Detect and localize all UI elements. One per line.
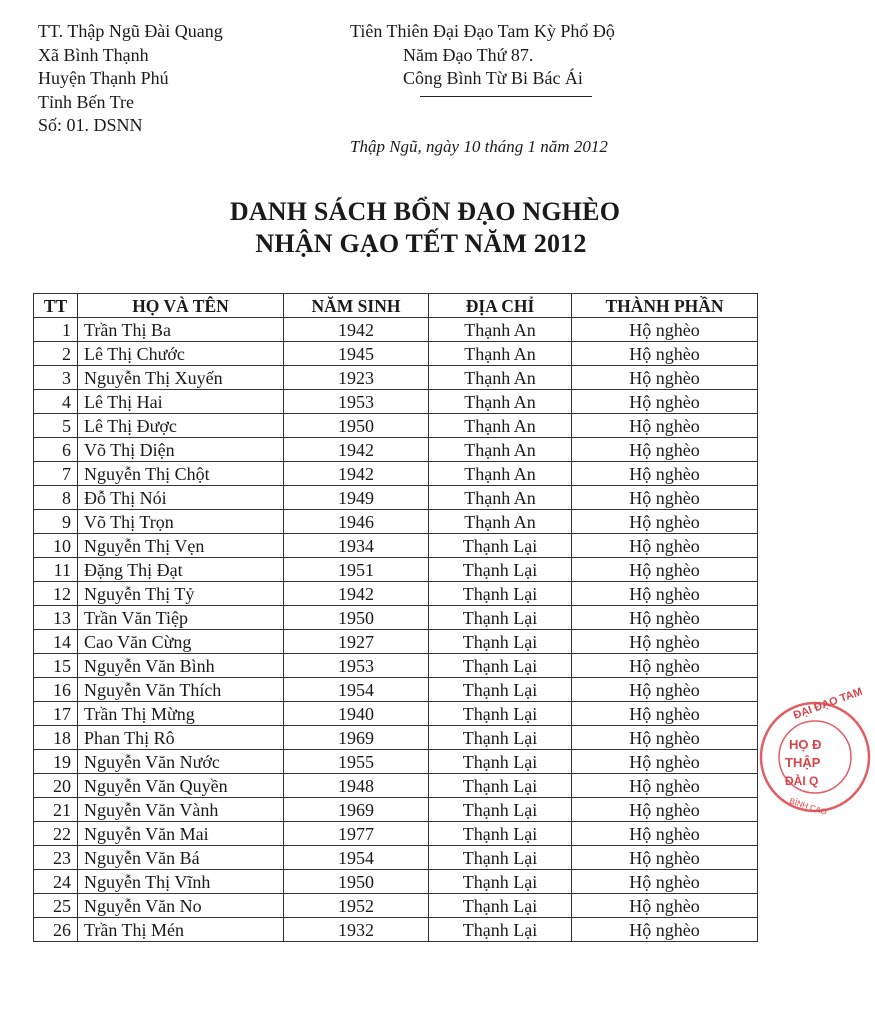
cell-address: Thạnh Lại xyxy=(429,702,572,726)
table-row xyxy=(34,366,758,390)
table-row xyxy=(34,726,758,750)
cell-year: 1927 xyxy=(284,630,429,654)
cell-year: 1949 xyxy=(284,486,429,510)
cell-year: 1950 xyxy=(284,414,429,438)
cell-name: Cao Văn Cừng xyxy=(78,630,284,654)
cell-tt: 24 xyxy=(34,870,78,894)
seal-center-line-2: THẬP xyxy=(785,755,821,770)
cell-address: Thạnh Lại xyxy=(429,798,572,822)
cell-category: Hộ nghèo xyxy=(572,870,758,894)
cell-year: 1950 xyxy=(284,870,429,894)
cell-address: Thạnh An xyxy=(429,366,572,390)
cell-address: Thạnh Lại xyxy=(429,630,572,654)
table-row xyxy=(34,702,758,726)
date-line: Thập Ngũ, ngày 10 tháng 1 năm 2012 xyxy=(350,137,608,156)
cell-tt: 5 xyxy=(34,414,78,438)
cell-name: Lê Thị Chước xyxy=(78,342,284,366)
cell-tt: 10 xyxy=(34,534,78,558)
cell-category: Hộ nghèo xyxy=(572,318,758,342)
cell-name: Lê Thị Được xyxy=(78,414,284,438)
cell-year: 1942 xyxy=(284,438,429,462)
cell-name: Nguyễn Văn Mai xyxy=(78,822,284,846)
cell-category: Hộ nghèo xyxy=(572,510,758,534)
cell-address: Thạnh Lại xyxy=(429,726,572,750)
table-row xyxy=(34,894,758,918)
cell-year: 1923 xyxy=(284,366,429,390)
seal-center-line-1: HỌ Đ xyxy=(789,737,822,752)
cell-year: 1977 xyxy=(284,822,429,846)
cell-address: Thạnh Lại xyxy=(429,894,572,918)
cell-category: Hộ nghèo xyxy=(572,558,758,582)
cell-tt: 19 xyxy=(34,750,78,774)
cell-tt: 14 xyxy=(34,630,78,654)
table-row xyxy=(34,606,758,630)
cell-category: Hộ nghèo xyxy=(572,654,758,678)
cell-tt: 22 xyxy=(34,822,78,846)
cell-address: Thạnh Lại xyxy=(429,846,572,870)
cell-address: Thạnh Lại xyxy=(429,582,572,606)
cell-tt: 23 xyxy=(34,846,78,870)
cell-name: Trần Thị Ba xyxy=(78,318,284,342)
cell-address: Thạnh Lại xyxy=(429,534,572,558)
cell-category: Hộ nghèo xyxy=(572,774,758,798)
cell-category: Hộ nghèo xyxy=(572,342,758,366)
cell-address: Thạnh Lại xyxy=(429,870,572,894)
cell-tt: 4 xyxy=(34,390,78,414)
seal-ring-text: ĐẠI ĐẠO TAM xyxy=(791,685,865,722)
cell-category: Hộ nghèo xyxy=(572,918,758,942)
cell-year: 1953 xyxy=(284,390,429,414)
table-row xyxy=(34,918,758,942)
cell-year: 1942 xyxy=(284,318,429,342)
cell-name: Nguyễn Văn Nước xyxy=(78,750,284,774)
cell-address: Thạnh Lại xyxy=(429,606,572,630)
cell-tt: 15 xyxy=(34,654,78,678)
cell-tt: 21 xyxy=(34,798,78,822)
cell-tt: 11 xyxy=(34,558,78,582)
cell-year: 1969 xyxy=(284,798,429,822)
cell-year: 1940 xyxy=(284,702,429,726)
cell-tt: 8 xyxy=(34,486,78,510)
cell-category: Hộ nghèo xyxy=(572,534,758,558)
recipient-table xyxy=(33,293,758,942)
table-row xyxy=(34,462,758,486)
header-address: ĐỊA CHỈ xyxy=(429,294,572,318)
cell-category: Hộ nghèo xyxy=(572,486,758,510)
table-row xyxy=(34,510,758,534)
seal-stamp xyxy=(755,685,875,817)
cell-address: Thạnh An xyxy=(429,342,572,366)
cell-year: 1955 xyxy=(284,750,429,774)
table-row xyxy=(34,654,758,678)
cell-name: Trần Văn Tiệp xyxy=(78,606,284,630)
cell-name: Nguyễn Thị Xuyến xyxy=(78,366,284,390)
cell-address: Thạnh An xyxy=(429,414,572,438)
cell-name: Nguyễn Văn Vành xyxy=(78,798,284,822)
table-row xyxy=(34,870,758,894)
cell-tt: 13 xyxy=(34,606,78,630)
cell-tt: 18 xyxy=(34,726,78,750)
cell-name: Võ Thị Diện xyxy=(78,438,284,462)
cell-address: Thạnh An xyxy=(429,390,572,414)
cell-category: Hộ nghèo xyxy=(572,702,758,726)
cell-category: Hộ nghèo xyxy=(572,606,758,630)
cell-category: Hộ nghèo xyxy=(572,582,758,606)
table-row xyxy=(34,342,758,366)
religion-name: Tiên Thiên Đại Đạo Tam Kỳ Phổ Độ xyxy=(350,21,615,41)
cell-name: Nguyễn Văn Bình xyxy=(78,654,284,678)
cell-name: Trần Thị Mừng xyxy=(78,702,284,726)
cell-tt: 20 xyxy=(34,774,78,798)
cell-address: Thạnh An xyxy=(429,510,572,534)
cell-name: Nguyễn Thị Vẹn xyxy=(78,534,284,558)
cell-address: Thạnh Lại xyxy=(429,558,572,582)
table-row xyxy=(34,558,758,582)
table-body xyxy=(34,318,758,942)
title-line-2: NHẬN GẠO TẾT NĂM 2012 xyxy=(255,229,587,258)
cell-address: Thạnh Lại xyxy=(429,918,572,942)
cell-year: 1946 xyxy=(284,510,429,534)
cell-name: Nguyễn Văn Quyền xyxy=(78,774,284,798)
cell-category: Hộ nghèo xyxy=(572,822,758,846)
issuer-name: TT. Thập Ngũ Đài Quang xyxy=(38,21,223,41)
issuer-province: Tỉnh Bến Tre xyxy=(38,91,135,112)
cell-address: Thạnh Lại xyxy=(429,774,572,798)
cell-address: Thạnh Lại xyxy=(429,750,572,774)
table-row xyxy=(34,846,758,870)
cell-year: 1948 xyxy=(284,774,429,798)
cell-address: Thạnh Lại xyxy=(429,654,572,678)
cell-tt: 16 xyxy=(34,678,78,702)
table-header-row xyxy=(34,294,758,318)
table-row xyxy=(34,774,758,798)
motto-underline xyxy=(420,96,592,97)
cell-tt: 9 xyxy=(34,510,78,534)
cell-name: Nguyễn Thị Vĩnh xyxy=(78,870,284,894)
table-row xyxy=(34,822,758,846)
cell-tt: 1 xyxy=(34,318,78,342)
table-row xyxy=(34,582,758,606)
cell-year: 1942 xyxy=(284,582,429,606)
cell-name: Đặng Thị Đạt xyxy=(78,558,284,582)
table-row xyxy=(34,678,758,702)
table-row xyxy=(34,438,758,462)
cell-category: Hộ nghèo xyxy=(572,798,758,822)
issuer-commune: Xã Bình Thạnh xyxy=(38,44,149,65)
cell-category: Hộ nghèo xyxy=(572,726,758,750)
cell-name: Trần Thị Mén xyxy=(78,918,284,942)
document-number: Số: 01. DSNN xyxy=(38,115,143,135)
seal-bottom-text: BÌNH CAO xyxy=(788,796,828,817)
table-row xyxy=(34,798,758,822)
cell-category: Hộ nghèo xyxy=(572,366,758,390)
cell-year: 1945 xyxy=(284,342,429,366)
cell-category: Hộ nghèo xyxy=(572,462,758,486)
cell-address: Thạnh An xyxy=(429,462,572,486)
cell-address: Thạnh An xyxy=(429,438,572,462)
table-row xyxy=(34,414,758,438)
cell-category: Hộ nghèo xyxy=(572,846,758,870)
table-row xyxy=(34,486,758,510)
cell-name: Nguyễn Thị Chột xyxy=(78,462,284,486)
cell-category: Hộ nghèo xyxy=(572,750,758,774)
cell-category: Hộ nghèo xyxy=(572,438,758,462)
cell-year: 1969 xyxy=(284,726,429,750)
cell-tt: 7 xyxy=(34,462,78,486)
cell-address: Thạnh An xyxy=(429,486,572,510)
cell-tt: 6 xyxy=(34,438,78,462)
cell-year: 1952 xyxy=(284,894,429,918)
issuer-block xyxy=(38,20,223,138)
cell-year: 1954 xyxy=(284,678,429,702)
cell-category: Hộ nghèo xyxy=(572,390,758,414)
title-line-1: DANH SÁCH BỔN ĐẠO NGHÈO xyxy=(229,197,621,226)
table-row xyxy=(34,630,758,654)
table-row xyxy=(34,318,758,342)
religion-year: Năm Đạo Thứ 87. xyxy=(403,44,534,65)
cell-year: 1953 xyxy=(284,654,429,678)
cell-tt: 25 xyxy=(34,894,78,918)
cell-tt: 2 xyxy=(34,342,78,366)
table-row xyxy=(34,750,758,774)
header-category: THÀNH PHẦN xyxy=(572,294,758,318)
cell-name: Nguyễn Văn No xyxy=(78,894,284,918)
document-title xyxy=(0,196,840,260)
header-name: HỌ VÀ TÊN xyxy=(78,294,284,318)
header-year: NĂM SINH xyxy=(284,294,429,318)
cell-category: Hộ nghèo xyxy=(572,894,758,918)
cell-name: Nguyễn Thị Tỷ xyxy=(78,582,284,606)
cell-category: Hộ nghèo xyxy=(572,630,758,654)
cell-name: Phan Thị Rô xyxy=(78,726,284,750)
motto-block xyxy=(350,20,615,91)
issuer-district: Huyện Thạnh Phú xyxy=(38,68,169,88)
cell-tt: 26 xyxy=(34,918,78,942)
cell-name: Nguyễn Văn Bá xyxy=(78,846,284,870)
cell-tt: 17 xyxy=(34,702,78,726)
cell-tt: 12 xyxy=(34,582,78,606)
cell-tt: 3 xyxy=(34,366,78,390)
cell-year: 1934 xyxy=(284,534,429,558)
cell-address: Thạnh Lại xyxy=(429,678,572,702)
table-row xyxy=(34,534,758,558)
religion-motto: Công Bình Từ Bi Bác Ái xyxy=(403,68,583,88)
cell-year: 1942 xyxy=(284,462,429,486)
cell-name: Nguyễn Văn Thích xyxy=(78,678,284,702)
cell-category: Hộ nghèo xyxy=(572,414,758,438)
cell-name: Lê Thị Hai xyxy=(78,390,284,414)
cell-year: 1951 xyxy=(284,558,429,582)
cell-year: 1954 xyxy=(284,846,429,870)
cell-address: Thạnh Lại xyxy=(429,822,572,846)
cell-address: Thạnh An xyxy=(429,318,572,342)
header-tt: TT xyxy=(34,294,78,318)
table-row xyxy=(34,390,758,414)
seal-center-line-3: ĐÀI Q xyxy=(785,774,819,788)
cell-category: Hộ nghèo xyxy=(572,678,758,702)
cell-name: Đỗ Thị Nói xyxy=(78,486,284,510)
cell-year: 1950 xyxy=(284,606,429,630)
cell-name: Võ Thị Trọn xyxy=(78,510,284,534)
cell-year: 1932 xyxy=(284,918,429,942)
